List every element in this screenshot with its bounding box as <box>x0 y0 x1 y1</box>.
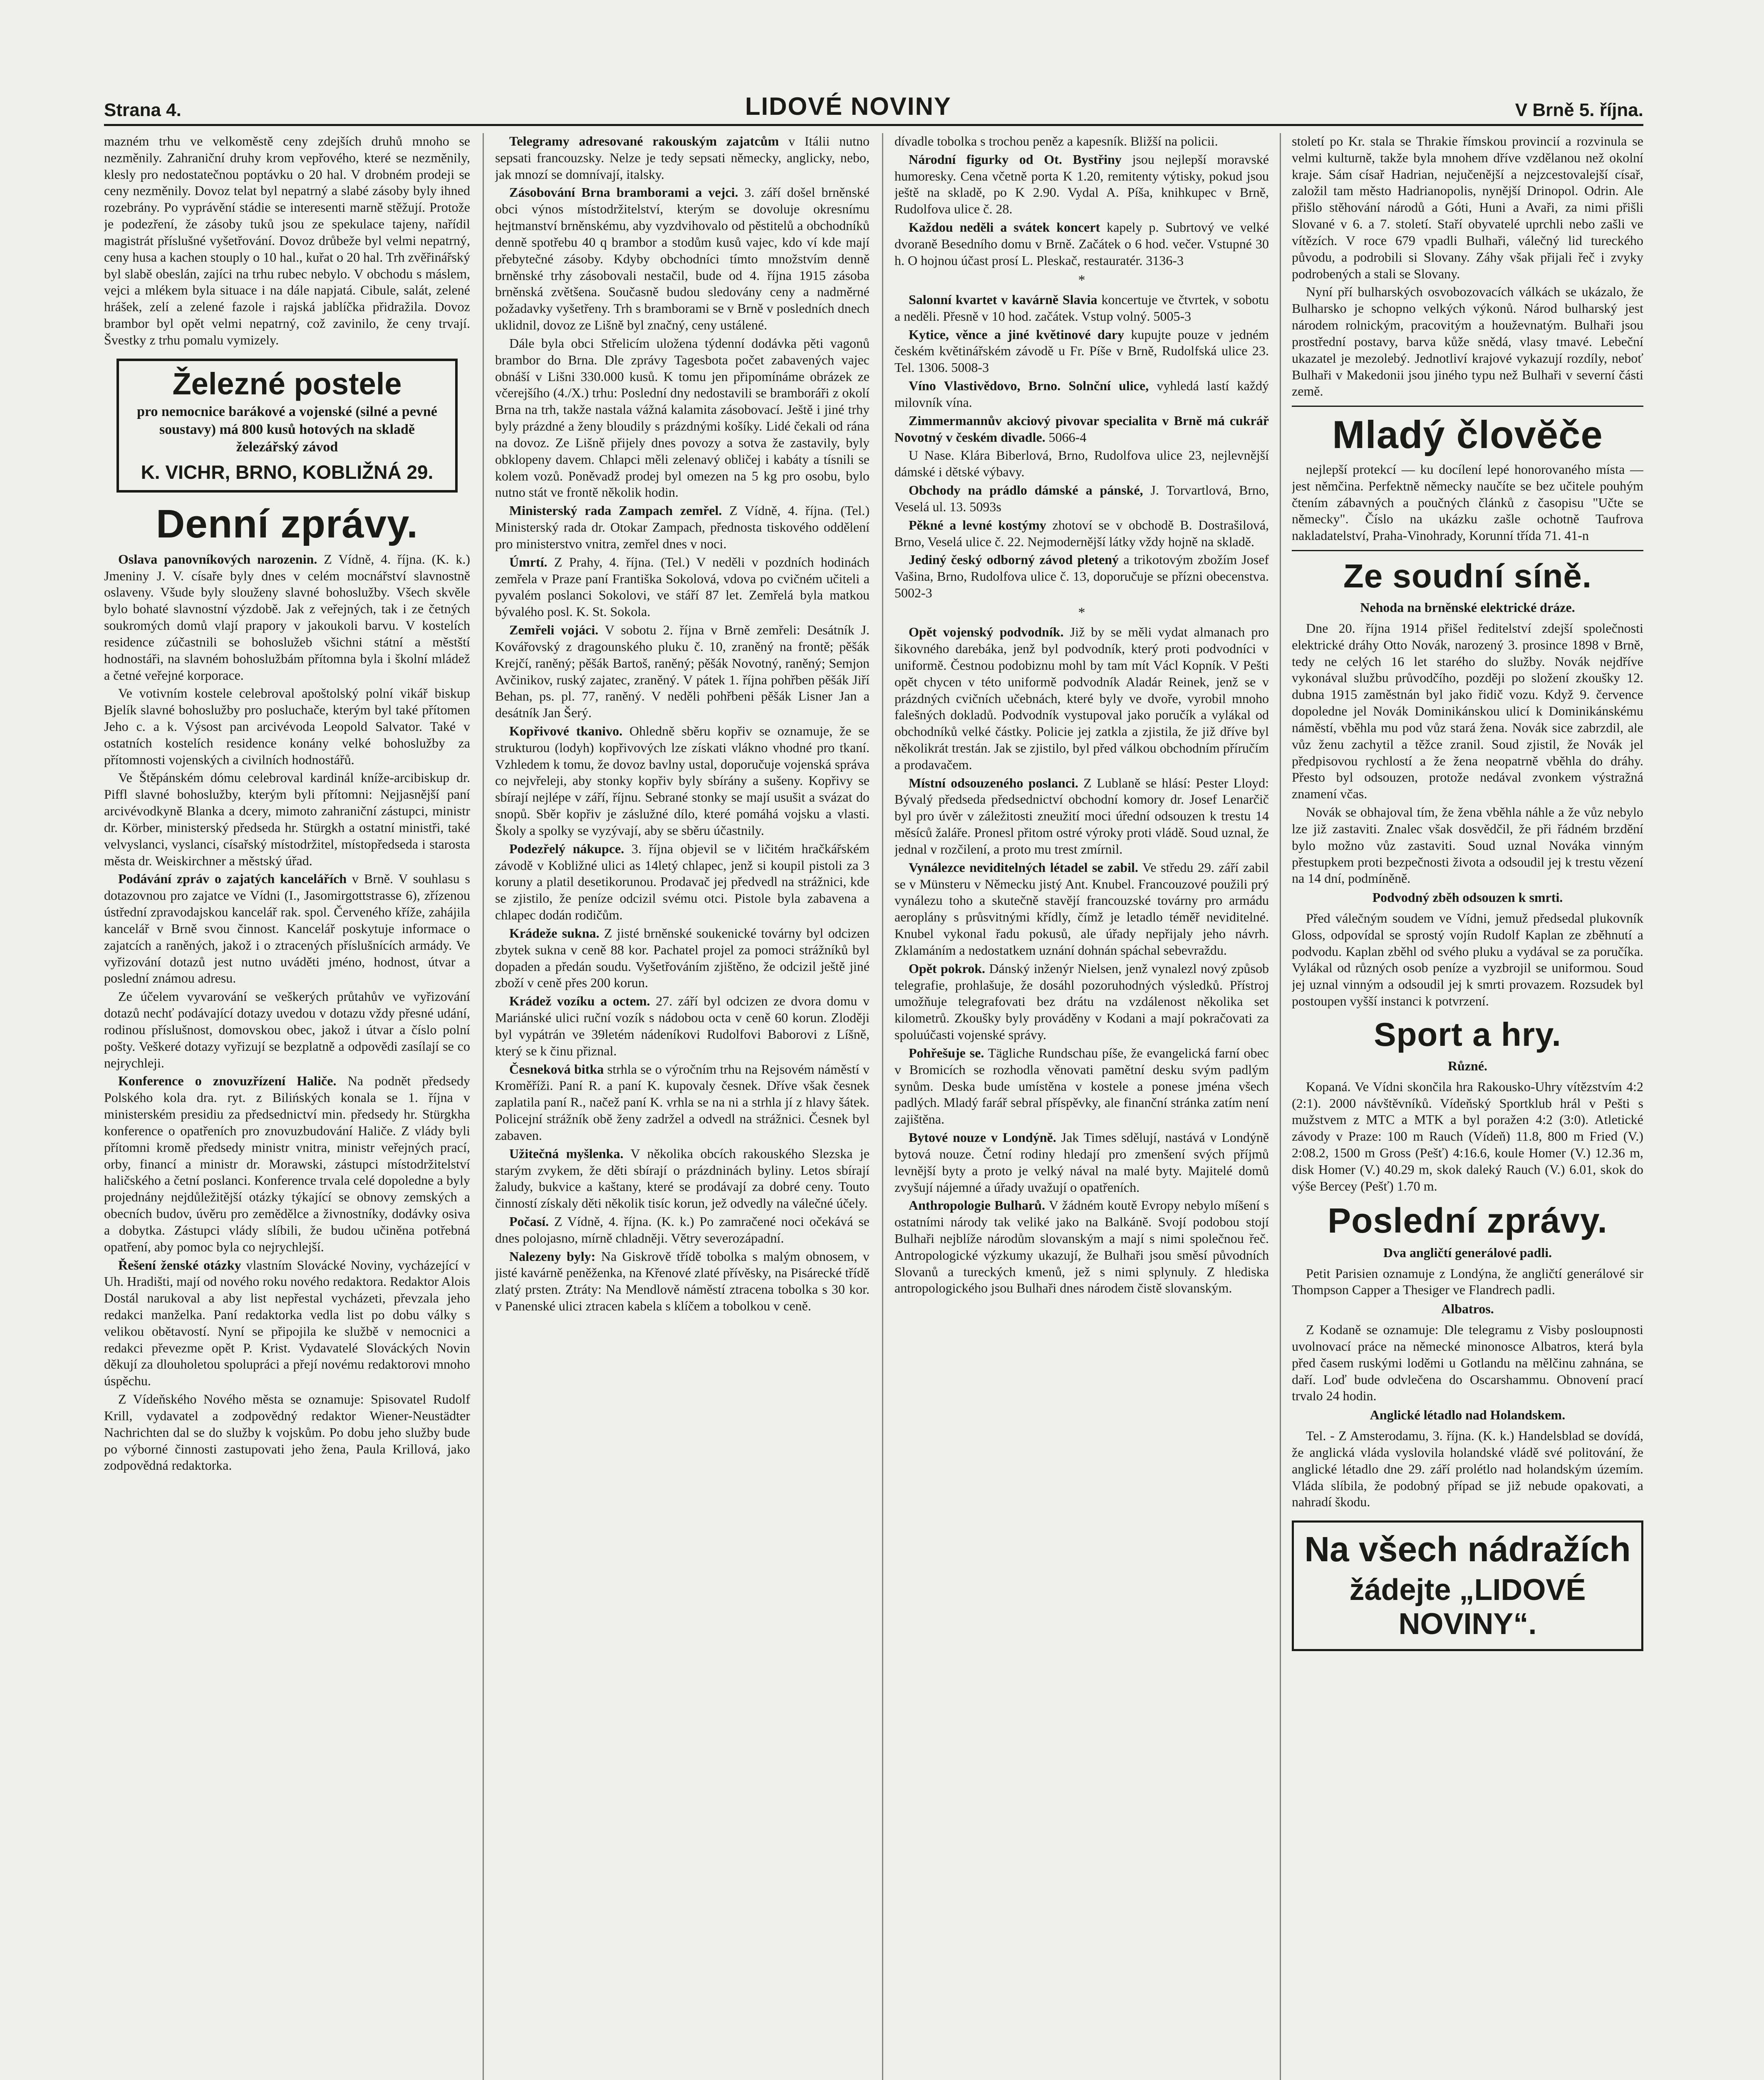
article-head: Místní odsouzeného poslanci. <box>909 775 1078 790</box>
article-text: Ohledně sběru kopřiv se oznamuje, že se strukturou (lodyh) kopřivových lze získati vlákno vhodné pro tkaní. Vzhledem k tomu, že dovoz bavlny ustal, doporučuje vojenská správa co nejvřeleji, aby stonky kopřiv byly sbírány a sušeny. Kopřivy se sbírají nejlépe v září, říjnu. Sebrané stonky se mají usušit a svázat do snopů. Sběr kopřiv je záslužné dílo, které pomáhá vojsku a vlasti. Školy a spolky se vyzývají, aby se sběru účastnily. <box>495 723 870 838</box>
classified-head: Každou neděli a svátek koncert <box>909 220 1100 235</box>
article-text: Na podnět předsedy Polského kola dra. ryt. z Bilińských konala se 1. října v ministerském presidiu za předsednictví min. předsedy hr. Stürgkha konference o opatřeních pro znovuzbudování Haliče. Z vlády byli přítomni kromě předsedy ministr vnitra, ministr veřejných prací, orby, financí a ministr dr. Morawski, zástupci místodržitelství haličského a četní poslanci. Konference trvala celé dopoledne a byly projednány nejdůležitější otázky týkající se obnovy zemských a obecních budov, úvěru pro zemědělce a živnostníky, dodávky osiva a dobytka. Zástupci vlády slíbili, že budou učiněna potřebná opatření, aby pomoc byla co nejrychlejší. <box>104 1073 470 1254</box>
article <box>495 925 870 991</box>
article-text: v Itálii nutno sepsati francouzsky. Nelze je tedy sepsati německy, anglicky, nebo, jak mnozí se domnívají, italsky. <box>495 134 870 182</box>
article <box>104 871 470 987</box>
article-text: Dánský inženýr Nielsen, jenž vynalezl nový způsob telegrafie, prohlašuje, že dosáhl pozoruhodných výsledků. Přístroj umožňuje telegrafovati bez drátu na vzdálenost několika set kilometrů. Zkoušky byly prováděny v Kodani a mají pokračovati za spoluúčasti vojenské správy. <box>894 961 1269 1042</box>
article-text: Novák se obhajoval tím, že žena vběhla náhle a že vůz nebylo lze již zastaviti. Znalec však dosvědčil, že při řádném brzdění bylo možno vůz zastaviti. Soud uznal Nováka vinným přestupkem proti bezpečnosti života a odsoudil jej k trestu vězení na 14 dní, podmíněně. <box>1292 805 1643 886</box>
article <box>495 723 870 839</box>
article-text: strhla se o výročním trhu na Rejsovém náměstí v Kroměříži. Paní R. a paní K. kupovaly česnek. Dříve však česnek zaplatila paní R., načež paní K. vrhla se na ni a strhla jí z hlavy šátek. Policejní strážník obě ženy zadržel a odvedl na strážnici. Česnek byl zabaven. <box>495 1061 870 1143</box>
classified-head: Zimmermannův akciový pivovar specialita v Brně má cukrář Novotný v českém divadle. <box>894 413 1269 445</box>
classified-head: Národní figurky od Ot. Bystřiny <box>909 151 1122 167</box>
article-head: Užitečná myšlenka. <box>509 1146 624 1161</box>
article <box>894 859 1269 959</box>
classified <box>894 292 1269 325</box>
classified-head: Obchody na prádlo dámské a pánské, <box>909 483 1143 498</box>
article <box>894 1197 1269 1297</box>
page-number: Strana 4. <box>104 100 181 120</box>
header-rule <box>104 124 1643 126</box>
column-divider <box>882 133 883 2080</box>
article-head: Konference o znovuzřízení Haliče. <box>118 1073 337 1089</box>
article-head: Ministerský rada Zampach zemřel. <box>509 503 722 518</box>
article-head: Česneková bitka <box>509 1061 604 1077</box>
classified-text: jsou nejlepší moravské humoresky. Cena včetně porta K 1.20, remitenty výtisky, pokud jsou ještě na skladě, po K 2.90. Vydal A. Píša, knihkupec v Brně, Rudolfova ulice č. 28. <box>894 151 1269 217</box>
subheading: Anglické létadlo nad Holandskem. <box>1370 1407 1566 1423</box>
classified-number: 5005-3 <box>1153 308 1192 324</box>
column-4 <box>1292 133 1643 2080</box>
classified <box>894 327 1269 376</box>
classified-head: Víno Vlastivědovo, Brno. Solnční ulice, <box>909 378 1149 394</box>
article-head: Počasí. <box>509 1214 549 1229</box>
article-text: Tel. - Z Amsterodamu, 3. října. (K. k.) Handelsblad se dovídá, že anglická vláda vyslovila holandské vládě své politování, že anglické létadlo dne 29. září prolétlo nad holandským územím. Vláda slíbila, že podobný případ se již nebude opakovati, a nahradí škodu. <box>1292 1428 1643 1510</box>
article-head: Opět vojenský podvodník. <box>909 624 1064 640</box>
issue-date: V Brně 5. října. <box>1515 100 1643 120</box>
article-text: 3. září došel brněnské obci výnos místodržitelství, kterým se dovoluje okresnímu hejtmanství brněnskému, aby vyzdvihovalo od pěstitelů a obchodníků denně spotřebu 40 q brambor a stodům kusů vajec, kdo ví kde mají přebytečné zásoby. Kdyby obchodníci tímto množstvím denně brněnské trhy zásobovali nestačil, bude od 4. října 1915 zásoba brněnská zvětšena. Současně budou sledovány ceny a nadměrné požadavky vyšetřeny. Trh s bramborami se v Brně v posledních dnech uklidnil, dovoz ze Lišně byl značný, ceny ustálené. <box>495 185 870 333</box>
article <box>495 1061 870 1144</box>
classified-text: a trikotovým zbožím Josef Vašina, Brno, Rudolfova ulice č. 13, doporučuje se přízni obecenstva. <box>894 552 1269 584</box>
article-head: Krádež vozíku a octem. <box>509 993 650 1009</box>
article-text: Ve Štěpánském dómu celebroval kardinál kníže-arcibiskup dr. Piffl slavné bohoslužby, kterým byli přítomni: Nejjasnější paní arcivévodkyně Blanka a dcery, mimoto zahraniční zástupci, ministr dr. Körber, ministerský předseda hr. Stürgkh a ostatní ministři, také velvyslanci, vyslanci, císařský místodržitel, místopředseda i starosta města dr. Weiskirchner a městský úřad. <box>104 770 470 868</box>
article-text: V sobotu 2. října v Brně zemřeli: Desátník J. Kovářovský z dragounského pluku č. 10, zraněný na frontě; pěšák Krejčí, raněný; pěšák Bartoš, raněný; pěšák Novotný, raněný; Semjon Avčinikov, ruský zajatec, zraněný. V pátek 1. října pohřben pěšák Jiří Behan, ps. pl. 77, raněný. V neděli pohřbeni pěšák Lisner Jan a desátník Jan Šerý. <box>495 622 870 721</box>
newspaper-advertisement <box>1292 1520 1643 1651</box>
ad-title: Železné postele <box>172 366 402 401</box>
article-text: 3. října objevil se v ličitém hračkářském závodě v Kobližné ulici as 14letý chlapec, jenž si koupil pistoli za 3 koruny a platil desetikorunou. Prodavač jej předvedl na strážnici, kde se zjistilo, že peníze odcizil svému otci. Pistole byla zabavena a chlapec dodán rodičům. <box>495 841 870 923</box>
classified-text: vyhledá lastí každý milovník vína. <box>894 378 1269 410</box>
classified <box>894 517 1269 550</box>
page-header <box>104 83 1643 121</box>
article-head: Bytové nouze v Londýně. <box>909 1130 1056 1145</box>
article-head: Pohřešuje se. <box>909 1045 984 1060</box>
article <box>495 1248 870 1315</box>
article-text: Z Prahy, 4. října. (Tel.) V neděli v pozdních hodinách zemřela v Praze paní Františka Sokolová, vdova po cvičném učiteli a pyvalém poslanci Sokolovi, ve stáří 87 let. Zemřelá byla matkou bývalého posl. K. St. Sokola. <box>495 554 870 619</box>
column-2 <box>495 133 870 2080</box>
ad-line: Na všech nádražích <box>1304 1530 1631 1569</box>
ad-line: žádejte „LIDOVÉ NOVINY“. <box>1349 1573 1586 1641</box>
market-report: mazném trhu ve velkoměstě ceny zdejších druhů mnoho se nezměnily. Zahraniční druhy krom vepřového, které se nezměnily, klesly pro nedostatečnou poptávku o 20 hal. V drobném prodeji se ceny nezměnily. Dovoz telat byl nepatrný a slabé zásoby byly ihned rozebrány. Po vyprávění stádie se interesenti marně stěžují. Protože je podezření, že zásoby tuků jsou ze spekulace tajeny, nařídil magistrát příslušné vyšetřování. Dovoz drůbeže byl velmi nepatrný, ceny husa a kachen stouply o 10 hal., kuřat o 20 hal. Trh zvěřinářský byl slabě obeslán, zajíci na trhu rubec nebylo. V obchodu s máslem, vejci a mlékem byla situace i na dále napjatá. Cibule, salát, zelené hrášek, zelí a zelené fazole i rajská jablíčka přidražila. Dovoz brambor byl opět velmi nepatrný, což zavinilo, že ceny trvají. Švestky z trhu pomalu vymizely. <box>104 134 470 347</box>
article-text: Z Vídně, 4. října. (K. k.) Po zamračené noci očekává se dnes polojasno, mírně chladněji. Větry severozápadní. <box>495 1214 870 1246</box>
language-advertisement <box>1292 461 1643 544</box>
article-text: Ve středu 29. září zabil se v Münsteru v Německu jistý Ant. Knubel. Francouzové použili prý vynálezu toho a skutečně stavějí francouzské továrny pro armádu aeroplány s průsvitnými křídly, čímž je letadlo téměř neviditelné. Knubel vykonal řadu pokusů, ale úřady nepřijaly jeho návrh. Zklamáním a nedostatkem uznání dohnán spáchal sebevraždu. <box>894 859 1269 958</box>
subheading: Nehoda na brněnské elektrické dráze. <box>1360 600 1575 615</box>
article-text: Ze účelem vyvarování se veškerých průtahův ve vyřizování dotazů nechť podávající dotazy uvedou v dotazu vždy přesné udání, rodinou příslušnost, domovskou obec, jakož i útvar a číslo polní pošty. Veškeré dotazy vyřizují se bezplatně a odpovědi zasílají se co nejrychleji. <box>104 989 470 1070</box>
article-head: Vynálezce neviditelných létadel se zabil. <box>909 859 1138 875</box>
article-text: Z Kodaně se oznamuje: Dle telegramu z Visby posloupnosti uvolnovací práce na německé minonosce Albatros, která byla před časem ruskými loděmi u Gotlandu na mělčinu zahnána, se daří. Loď bude odvlečena do Oscarshammu. Obnovení prací trvalo 24 hodin. <box>1292 1322 1643 1404</box>
article-text: 27. září byl odcizen ze dvora domu v Mariánské ulici ruční vozík s nádobou octa v ceně 60 korun. Zloději byl vypátrán ve 39letém nádeníkovi Rudolfovi Baborovi z Líšně, který se k činu přiznal. <box>495 993 870 1058</box>
masthead: LIDOVÉ NOVINY <box>745 92 951 120</box>
separator-star: * <box>1078 272 1085 288</box>
article <box>495 554 870 620</box>
classified-text: J. Torvartlová, Brno, Veselá ul. 13. <box>894 483 1269 514</box>
article-text: Z jisté brněnské soukenické továrny byl odcizen zbytek sukna v ceně 88 kor. Pachatel projel za pomoci strážníků byl dopaden a předán soudu. Vyšetřováním zjištěno, že odcizil ještě jiné zboží v ceně přes 200 korun. <box>495 925 870 990</box>
section-title-latest: Poslední zprávy. <box>1328 1201 1608 1240</box>
article-text: Jak Times sdělují, nastává v Londýně bytová nouze. Četní rodiny hledají pro zmenšení svých příjmů levnější byty a proto je velký nával na malé byty. Majitelé domů zvyšují nájemné a úřady uvažují o opatřeních. <box>894 1130 1269 1195</box>
article-text: vlastním Slovácké Noviny, vycházející v Uh. Hradišti, mají od nového roku nového redaktora. Redaktor Alois Dostál narukoval a aby list nepřestal vycházeti, převzala jeho redakci manželka. Paní redaktorka vedla list po dobu války s velikou obětavostí. Nyní se připojila ke službě v nemocnici a redakci převezme opět P. Krist. Vydavatelé Slováckých Novin děkují za dlouholetou spolupráci a přejí novému redaktorovi mnoho úspěchu. <box>104 1257 470 1389</box>
article <box>495 1213 870 1247</box>
article-text: Z Vídeňského Nového města se oznamuje: Spisovatel Rudolf Krill, vydavatel a zodpovědný redaktor Wiener-Neustädter Nachrichten dal se do služby k vojskům. Po dobu jeho služby bude po výborné činnosti zastupovati jeho žena, Paula Krillová, jako zodpovědná redaktorka. <box>104 1392 470 1473</box>
article <box>894 961 1269 1043</box>
article <box>495 184 870 333</box>
article <box>104 1073 470 1255</box>
classified-head: Jediný český odborný závod pletený <box>909 552 1119 567</box>
ad-number: 41-n <box>1564 528 1589 543</box>
classified <box>894 151 1269 218</box>
classified <box>894 552 1269 601</box>
bed-advertisement <box>116 359 458 493</box>
subheading: Albatros. <box>1441 1301 1494 1317</box>
article-head: Nalezeny byly: <box>509 1248 596 1264</box>
article-text: Z Lublaně se hlásí: Pester Lloyd: Bývalý předseda předsednictví obchodní komory dr. Josef Lenarčič byl pro úvěr v záležitosti zneužití moci úřední odsouzen k trestu 14 měsíců žaláře. Pronesl přitom ostré výroky proti vládě. Soud uznal, že jednal v rozčilení, a proto mu trest zmírnil. <box>894 775 1269 857</box>
article-head: Kopřivové tkanivo. <box>509 723 623 738</box>
article <box>495 622 870 721</box>
article-text: V několika obcích rakouského Slezska je starým zvykem, že děti sbírají o prázdninách byliny. Letos sbírají žaludy, bukvice a kaštany, které se prodávají za dobré ceny. Touto činností získaly děti několik tisíc korun, jež odvedly na válečné účely. <box>495 1146 870 1211</box>
article <box>495 1146 870 1212</box>
article <box>495 503 870 552</box>
classified-text: koncertuje ve čtvrtek, v sobotu a neděli. Přesně v 10 hod. začátek. Vstup volný. <box>894 292 1269 324</box>
classified-number: 3136-3 <box>1146 253 1184 268</box>
classified-number: 5002-3 <box>894 585 932 601</box>
article-text: Před válečným soudem ve Vídni, jemuž předsedal plukovník Gloss, odpovídal se sprostý vojín Rudolf Kaplan ze zběhnutí a podvodu. Kaplan zběhl od svého pluku a vydával se za poručíka. Vylákal od různých osob peníze a vyzbrojil se uniformou. Soud jej uznal vinným a odsoudil jej k smrti provazem. Rozsudek byl postoupen vyšší instanci k potvrzení. <box>1292 910 1643 1009</box>
article-text: Dne 20. října 1914 přišel ředitelství zdejší společnosti elektrické dráhy Otto Novák, narozený 3. prosince 1898 v Brně, tedy ne celých 16 let starého do služby. Novák nejdříve vykonával službu průvodčího, později po složení zkoušky 12. dubna 1915 zaměstnán byl jako řidič vozu. Když 9. července dopoledne jel Novák Dominikánskou ulicí k Dominikánskému náměstí, vběhla mu pod vůz stará žena. Novák sice zabrzdil, ale vůz ženu zachytil a těžce zranil. Soud zjistil, že Novák jel předpisovou rychlostí a že žena neopatrně vběhla do dráhy. Přesto byl odsouzen, protože nedával zvonkem výstražná znamení včas. <box>1292 620 1643 802</box>
article-head: Anthropologie Bulharů. <box>909 1198 1046 1213</box>
classified <box>894 378 1269 411</box>
classified-text: U Nase. Klára Biberlová, Brno, Rudolfova ulice 23, nejlevnější dámské i dětské výbavy. <box>894 448 1269 480</box>
article-head: Podezřelý nákupce. <box>509 841 624 856</box>
classified-number: 5093s <box>969 499 1001 514</box>
section-title-sport: Sport a hry. <box>1374 1015 1561 1053</box>
article-text: Z Vídně, 4. října. (Tel.) Ministerský rada dr. Otokar Zampach, přednosta tiskového oddělení pro ministerstvo vnitra, zemřel dnes v noci. <box>495 503 870 551</box>
subheading: Dva angličtí generálové padli. <box>1383 1245 1552 1260</box>
subheading: Různé. <box>1447 1058 1488 1073</box>
subheading: Podvodný zběh odsouzen k smrti. <box>1372 890 1563 905</box>
column-3 <box>894 133 1269 2080</box>
ad-text: nejlepší protekcí — ku docílení lepé honorovaného místa — jest němčina. Perfektně německy naučíte se bez učitele pouhým čtením zábavných a poučných článků z časopisu "Učte se německy". Číslo na ukázku zašle ochotně Taufrova nakladatelství, Praha-Vinohrady, Korunní třída 71. <box>1292 461 1643 543</box>
classified-text: zhotoví se v obchodě B. Dostrašilová, Brno, Veselá ulice č. 22. Nejmodernější látky vždy hojně na skladě. <box>894 517 1269 549</box>
article <box>894 624 1269 773</box>
classified <box>894 413 1269 446</box>
article-text: Již by se měli vydat almanach pro šikovného darebáka, jenž byl podvodník, který proti podvodníci v uniformě. Čestnou podobiznu mohl by tam mít Václ Kopník. V Pešti opět chycen v této uniformě podvodník Aladár Reinek, jenž se v prázdných cvičních učebnách, které byly ve dvoře, vyrobil mnoho falešných dokladů. Podvodník vystupoval jako poručík a vylákal od obchodníků velké částky. Policie jej zatkla a zjistila, že již dříve byl několikrát trestán. Jak se zjistilo, byl před válkou obchodním příručím a prodavačem. <box>894 624 1269 772</box>
article <box>894 775 1269 858</box>
column-divider <box>1280 133 1281 2080</box>
article-head: Zemřeli vojáci. <box>509 622 599 638</box>
classified-head: Kytice, věnce a jiné květinové dary <box>909 327 1125 342</box>
article-text: Tägliche Rundschau píše, že evangelická farní obec v Bromicích se rozhodla věnovati pamětní desku svým padlým synům. Deska bude umístěna v kostele a ponese jména všech padlých. Mladý farář sebral příspěvky, ale finanční stránka zatím není zajištěna. <box>894 1045 1269 1127</box>
article-text: Ve votivním kostele celebroval apoštolský polní vikář biskup Bjelík slavné bohoslužby pro posluchače, kterým byl také přítomen Jeho c. a k. Výsost pan arcivévoda Leopold Salvator. Také v ostatních kostelích residence konány velké bohoslužby za přítomnosti vojenských a civilních hodnostářů. <box>104 686 470 767</box>
divider <box>1292 550 1643 551</box>
article-head: Zásobování Brna bramborami a vejci. <box>509 185 738 200</box>
ad-title-young-man: Mladý človĕče <box>1332 413 1603 457</box>
column-divider <box>483 133 484 2080</box>
article-text: Petit Parisien oznamuje z Londýna, že angličtí generálové sir Thompson Capper a Thesiger ve Flandrech padli. <box>1292 1265 1643 1298</box>
classified-number: 5066-4 <box>1048 429 1087 445</box>
divider <box>1292 406 1643 407</box>
column-1 <box>104 133 470 2080</box>
article-text: století po Kr. stala se Thrakie římskou provincií a rozvinula se velmi kulturně, takže byla mnohem dříve vzdělanou než okolní kraje. Sám císař Hadrian, nejučenější a nejzcestovalejší císař, založil tam město Hadrianopolis, nynější Drinopol. Odrin. Ale přišlo stěhování národů a Góti, Huni a Avaři, za nimi přišli Slované v 6. a 7. století. Staří obyvatelé uprchli nebo zašli ve vítězích. V roce 679 vpadli Bulhaři, válečný lid tureckého původu, a podrobili si Slovany. Záhy však přijali řeč i zvyky podrobených a stali se Slovany. <box>1292 134 1643 281</box>
article-text: Nyní pří bulharských osvobozovacích válkách se ukázalo, že Bulharsko je schopno velkých výkonů. Národ bulharský jest národem rolnickým, pracovitým a houževnatým. Bulhaři jsou prostřední postavy, barva kůže snědá, vlasy tmavé. Lebeční ukazatel je mezolebý. Jednotliví krajové vykazují rozdíly, neboť Bulhaři v Makedonii jsou jiného typu než Bulhaři v severní části země. <box>1292 284 1643 399</box>
article-head: Oslava panovníkových narozenin. <box>118 551 317 567</box>
classified-head: Pěkné a levné kostýmy <box>909 517 1046 532</box>
classified-number: 5008-3 <box>951 360 989 375</box>
article-text: Na Giskrově třídě tobolka s malým obnosem, v jisté kavárně peněženka, na Křenové zlaté přívěsky, na Pisárecké třídě zlatý prsten. Ztráty: Na Mendlově náměstí ztracena tobolka s 30 kor. v Panenské ulici ztracen kabela s klíčem a tobolkou v ceně. <box>495 1248 870 1314</box>
separator-star: * <box>1078 604 1085 620</box>
classified-head: Salonní kvartet v kavárně Slavia <box>909 292 1098 307</box>
article-text: Kopaná. Ve Vídni skončila hra Rakousko-Uhry vítězstvím 4:2 (2:1). 2000 návštěvníků. Vídeňský Sportklub hrál v Pešti s mužstvem z MTC a MTK a byl poražen 4:2 (3:0). Atletické závody v Praze: 100 m Rauch (Vídeň) 11.8, 800 m Fried (V.) 2:08.2, 1500 m Gross (Pešť) 4:16.6, koule Homer (V.) 12.36 m, disk Homer (V.) 40.29 m, skok daleký Rauch (V.) 6.01, skok do výše Bercey (Pešť) 1.70 m. <box>1292 1079 1643 1194</box>
ad-text: pro nemocnice barákové a vojenské (silné a pevné soustavy) má 800 kusů hotových na skladě železářský závod <box>137 404 437 455</box>
article-head: Řešení ženské otázky <box>118 1257 241 1273</box>
article-text: Z Vídně, 4. října. (K. k.) Jmeniny J. V. císaře byly dnes v celém mocnářství slavnostně oslaveny. Všude byly slouženy slavné bohoslužby. Všech skvěle bylo bohaté slavnostní výzdobě. Jak z veřejných, tak i ze četných soukromých domů vlají prapory v jakoukoli barvu. V kostelích residence zúčastnili se bohoslužeb všichni státní a městští hodnostáři, na slavném bohoslužbám přítomna byla i školní mládež a četné veřejné korporace. <box>104 551 470 683</box>
article <box>104 551 470 684</box>
article-head: Podávání zpráv o zajatých kancelářích <box>118 871 347 886</box>
ad-firm: K. VICHR, BRNO, KOBLIŽNÁ 29. <box>141 461 434 483</box>
article <box>894 1129 1269 1196</box>
article <box>104 1257 470 1390</box>
section-title-court: Ze soudní síně. <box>1343 557 1592 595</box>
article-text: v Brně. V souhlasu s dotazovnou pro zajatce ve Vídni (I., Jasomirgottstrasse 6), zřízenou ústřední zpravodajskou kancelář rak. spol. Červeného kříže, zahájila kancelář v Brně svou činnost. Kancelář poskytuje informace o zajatcích a raněných, jakož i o ztracených příslušnících armády. Ve vyřizování dotazů jest nutno uváděti jméno, hodnost, útvar a poslední známou adresu. <box>104 871 470 986</box>
classified <box>894 219 1269 269</box>
classified-text: kupujte pouze v jedném českém květinářském závodě u Fr. Píše v Brně, Rudolfská ulice 23. Tel. 1306. <box>894 327 1269 375</box>
article-text: Dále byla obci Střelicím uložena týdenní dodávka pěti vagonů brambor do Brna. Dle zprávy Tagesbota počet zabavených vajec obnáší v Lišni 330.000 kusů. K tomu jen připomínáme obrázek ze včerejšího (4./X.) trhu: Poslední dny nedostavili se bramboráři z okolí Brna na trh, takže nastala vážná kalamita zásobovací. Ještě i jiné trhy byly prázdné a ženy bloudily s prázdnými košíky. Lidé čekali od rána na dovoz. Ze Lišně přijely dnes povozy a sotva že zastavily, byly obklopeny davem. Chlapci měli zelenavý obličej i kabáty a tísnili se kolem vozů. Poněvadž prodej byl omezen na 5 kg pro osobu, bylo nutno stát ve frontě několik hodin. <box>495 335 870 500</box>
article <box>495 133 870 183</box>
article-head: Telegramy adresované rakouským zajatcům <box>509 134 779 149</box>
article-head: Krádeže sukna. <box>509 925 600 941</box>
article-head: Úmrtí. <box>509 554 548 570</box>
article-text: V žádném koutě Evropy nebylo míšení s ostatními národy tak veliké jako na Balkáně. Svojí podobou stojí Bulhaři nejblíže národům slovanským a mají s nimi společnou řeč. Antropologické výzkumy ukazují, že Bulhaři jsou směsí původních Slovanů a tureckých kmenů, jež s nimi splynuly. Z hlediska antropologického jsou Bulhaři dnes národem čistě slovanským. <box>894 1198 1269 1296</box>
classified <box>894 482 1269 515</box>
article-head: Opět pokrok. <box>909 961 986 976</box>
article <box>894 1045 1269 1128</box>
section-title-daily-news: Denní zprávy. <box>156 501 419 546</box>
article-text: dívadle tobolka s trochou peněz a kapesník. Bližší na policii. <box>894 134 1218 149</box>
article <box>495 841 870 924</box>
classified-text: kapely p. Subrtový ve velké dvoraně Besedního domu v Brně. Začátek o 6 hod. večer. Vstupné 30 h. O hojnou účast prosí L. Pleskač, restauratér. <box>894 220 1269 268</box>
article <box>495 993 870 1059</box>
